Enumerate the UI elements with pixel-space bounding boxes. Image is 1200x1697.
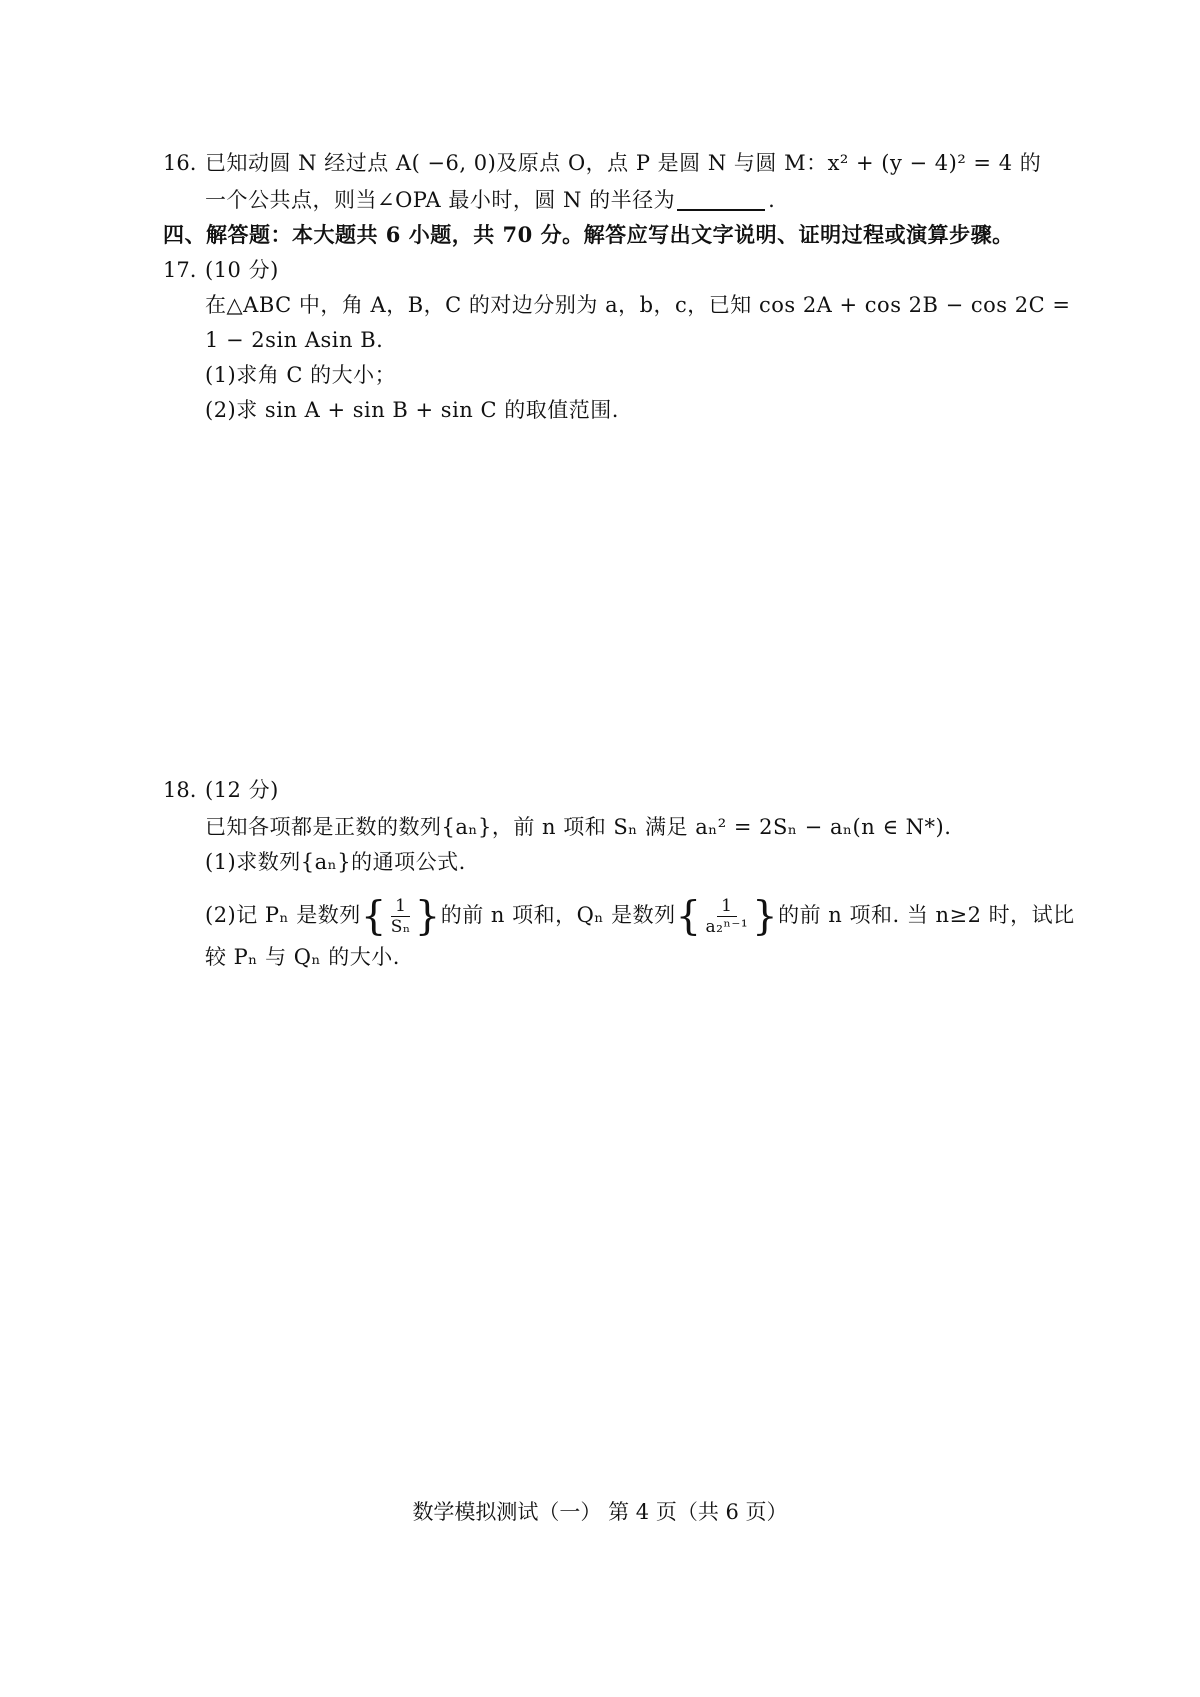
question-17-number: 17. — [163, 258, 197, 282]
question-17-part-1: (1)求角 C 的大小； — [205, 363, 397, 387]
left-brace: { — [675, 893, 702, 940]
question-16-line-2-end: . — [768, 188, 776, 212]
fraction-numerator: 1 — [717, 896, 736, 917]
fraction-denominator: a₂ⁿ⁻¹ — [705, 917, 749, 937]
question-16-line-1: 已知动圆 N 经过点 A( −6, 0)及原点 O，点 P 是圆 N 与圆 M：x² + (y − 4)² = 4 的 — [205, 151, 1042, 175]
fraction-one-over-a — [703, 896, 752, 937]
question-18-part-2-text-a: (2)记 Pₙ 是数列 — [205, 903, 361, 927]
right-brace: } — [414, 893, 441, 940]
question-18-part-2-line-2: 较 Pₙ 与 Qₙ 的大小. — [205, 945, 400, 969]
answer-blank — [677, 209, 765, 211]
question-17-part-2: (2)求 sin A + sin B + sin C 的取值范围. — [205, 398, 619, 422]
question-18-line-1: 已知各项都是正数的数列{aₙ}，前 n 项和 Sₙ 满足 aₙ² = 2Sₙ − aₙ(n ∈ N*). — [205, 815, 952, 839]
question-18-part-1: (1)求数列{aₙ}的通项公式. — [205, 850, 466, 874]
section-4-heading: 四、解答题：本大题共 6 小题，共 70 分。解答应写出文字说明、证明过程或演算步骤。 — [163, 222, 1014, 247]
question-18-score: (12 分) — [205, 778, 279, 802]
page-footer: 数学模拟测试（一） 第 4 页（共 6 页） — [412, 1500, 788, 1524]
question-18-part-2-text-b: 的前 n 项和，Qₙ 是数列 — [440, 903, 676, 927]
question-18-part-2 — [205, 893, 1075, 940]
question-16-line-2 — [205, 185, 775, 215]
question-18-part-2-text-c: 的前 n 项和. 当 n≥2 时，试比 — [778, 903, 1075, 927]
right-brace: } — [752, 893, 779, 940]
fraction-one-over-s-n — [388, 896, 414, 937]
question-17-score: (10 分) — [205, 258, 279, 282]
question-18-number: 18. — [163, 778, 197, 802]
question-17-line-1: 在△ABC 中，角 A，B，C 的对边分别为 a，b，c，已知 cos 2A + cos 2B − cos 2C = — [205, 293, 1071, 317]
fraction-numerator: 1 — [391, 896, 410, 917]
left-brace: { — [360, 893, 387, 940]
fraction-denominator: Sₙ — [390, 917, 411, 937]
question-16-number: 16. — [163, 151, 197, 175]
question-17-line-2: 1 − 2sin Asin B. — [205, 328, 384, 352]
question-16-line-2-text: 一个公共点，则当∠OPA 最小时，圆 N 的半径为 — [205, 188, 676, 212]
